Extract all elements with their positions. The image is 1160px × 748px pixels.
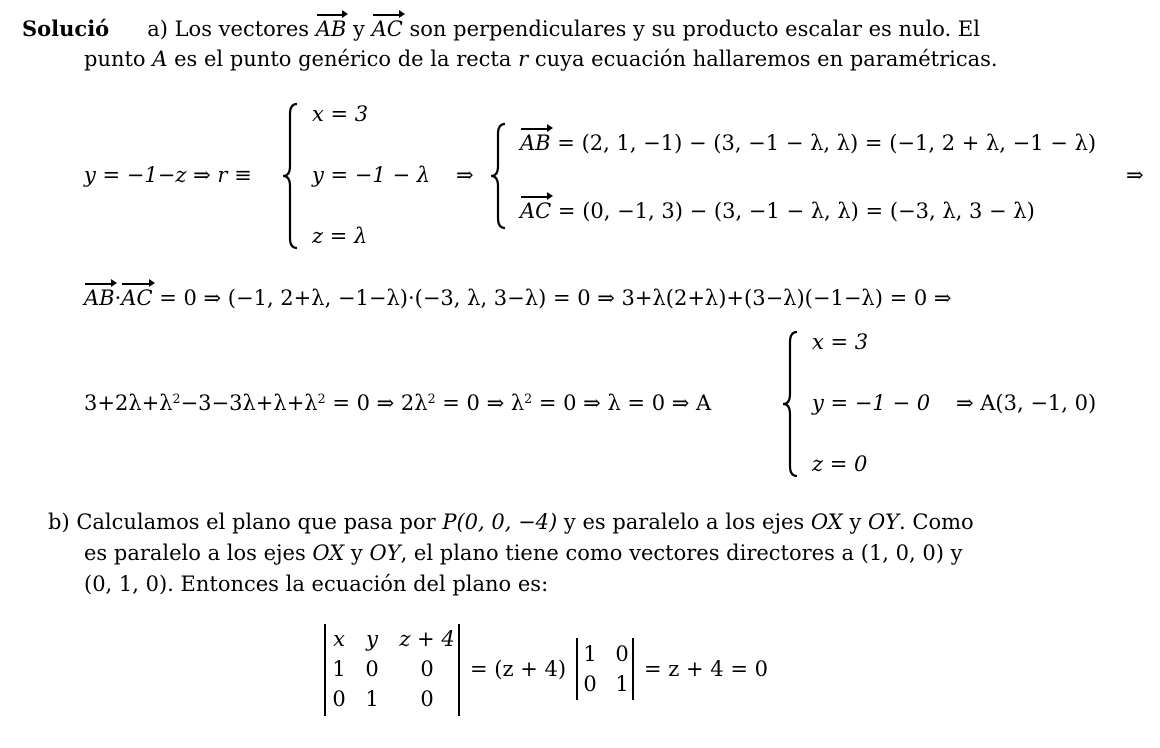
- point-a-result: ⇒ A(3, −1, 0): [956, 391, 1097, 415]
- text: = 0 ⇒ λ: [442, 391, 525, 415]
- m3-cell: y: [366, 627, 378, 651]
- sys1-row-2: y = −1 − λ: [312, 163, 431, 187]
- part-b-line-3: (0, 1, 0). Entonces la ecuación del plano es:: [84, 572, 549, 596]
- m2-cell: 1: [583, 642, 597, 666]
- m3-cell: 1: [332, 657, 346, 681]
- determinant-bar-right: [458, 624, 460, 716]
- solution-label: Solució: [22, 16, 110, 41]
- point-a: A: [152, 47, 168, 71]
- quadratic-equation: [84, 393, 711, 414]
- part-a-marker: a): [147, 17, 168, 41]
- left-brace: [782, 330, 800, 478]
- m2-cell: 1: [615, 672, 629, 696]
- text: es paralelo a los ejes: [84, 541, 306, 565]
- m3-cell: z + 4: [399, 627, 455, 651]
- ac-equation: [520, 201, 1035, 222]
- ab-rhs: = (2, 1, −1) − (3, −1 − λ, λ) = (−1, 2 + λ, −1 − λ): [557, 131, 1097, 155]
- end-implies-arrow: ⇒: [1126, 163, 1144, 187]
- text: −3−3λ+λ+λ: [180, 391, 318, 415]
- axis-oy: OY: [369, 541, 401, 565]
- axis-ox: OX: [810, 510, 843, 534]
- part-b-marker: b): [48, 510, 70, 534]
- text: 3+2λ+λ: [84, 391, 173, 415]
- implies-arrow: ⇒: [456, 163, 474, 187]
- sys1-row-1: x = 3: [312, 102, 369, 126]
- text: es el punto genérico de la recta: [174, 47, 512, 71]
- m3-cell: 0: [332, 687, 346, 711]
- axis-ox: OX: [312, 541, 345, 565]
- axis-oy: OY: [867, 510, 900, 534]
- text: y: [849, 510, 862, 534]
- sys1-row-3: z = λ: [312, 224, 368, 248]
- text: = 0 ⇒ λ = 0 ⇒ A: [538, 391, 712, 415]
- text: Calculamos el plano que pasa por: [76, 510, 436, 534]
- line-r: r: [518, 47, 529, 71]
- det-result: = z + 4 = 0: [644, 657, 768, 681]
- point-p: P(0, 0, −4): [442, 510, 558, 534]
- sys2-row-1: x = 3: [812, 330, 869, 354]
- exponent: 2: [317, 391, 326, 407]
- vector-ac: AC: [121, 286, 153, 310]
- vector-ab: AB: [520, 131, 551, 155]
- text: Los vectores: [174, 17, 310, 41]
- part-b-line-2: [84, 543, 962, 564]
- part-b-line-1: [48, 512, 974, 533]
- dot-operator: ·: [114, 286, 122, 310]
- text: cuya ecuación hallaremos en paramétricas.: [534, 47, 998, 71]
- text: , el plano tiene como vectores directores a (1, 0, 0) y: [400, 541, 963, 565]
- text: = 0 ⇒ 2λ: [332, 391, 428, 415]
- vector-ac: AC: [520, 199, 552, 223]
- text: . Como: [899, 510, 974, 534]
- dot-product-equation: [84, 288, 952, 309]
- m3-cell: 0: [420, 687, 434, 711]
- sys2-row-2: y = −1 − 0: [812, 391, 931, 415]
- left-brace: [282, 102, 300, 250]
- det-mid-text: = (z + 4): [470, 657, 567, 681]
- part-a-line-2: [84, 49, 998, 70]
- m3-cell: 0: [420, 657, 434, 681]
- text: son perpendiculares y su producto escalar es nulo. El: [409, 17, 980, 41]
- eq2-rhs: = 0 ⇒ (−1, 2+λ, −1−λ)·(−3, λ, 3−λ) = 0 ⇒ 3+λ(2+λ)+(3−λ)(−1−λ) = 0 ⇒: [159, 286, 952, 310]
- m2-cell: 0: [615, 642, 629, 666]
- m3-cell: 0: [365, 657, 379, 681]
- vector-ab: AB: [84, 286, 115, 310]
- m2-cell: 0: [583, 672, 597, 696]
- sys2-row-3: z = 0: [812, 452, 868, 476]
- vector-ac: AC: [371, 17, 403, 41]
- text: punto: [84, 47, 146, 71]
- exponent: 2: [172, 391, 181, 407]
- vector-ab: AB: [315, 17, 347, 41]
- text: y: [350, 541, 363, 565]
- eq1-lhs: y = −1−z ⇒ r ≡: [84, 163, 252, 187]
- part-a-line-1: [22, 18, 980, 40]
- exponent: 2: [524, 391, 533, 407]
- left-brace: [490, 122, 508, 230]
- m3-cell: 1: [365, 687, 379, 711]
- det-middle: [470, 659, 566, 680]
- exponent: 2: [427, 391, 436, 407]
- determinant-bar-right: [632, 638, 634, 700]
- ab-equation: [520, 133, 1096, 154]
- text: y es paralelo a los ejes: [563, 510, 805, 534]
- ac-rhs: = (0, −1, 3) − (3, −1 − λ, λ) = (−3, λ, 3 − λ): [557, 199, 1035, 223]
- text: y: [353, 17, 365, 41]
- m3-cell: x: [333, 627, 345, 651]
